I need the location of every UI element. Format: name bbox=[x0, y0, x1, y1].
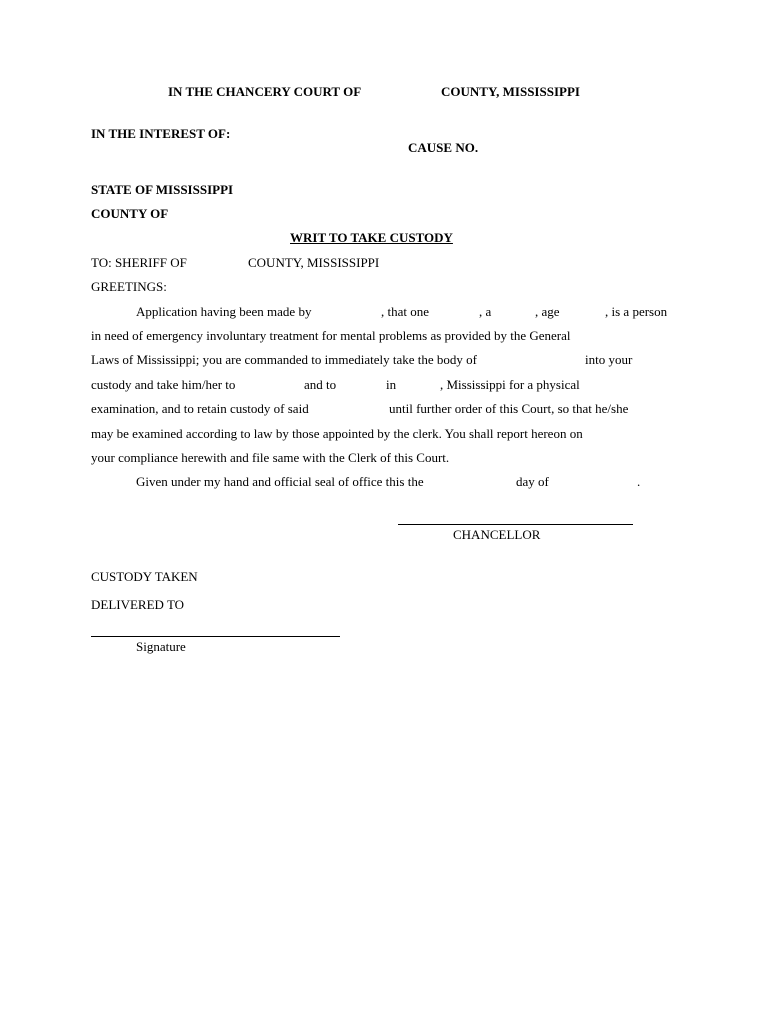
signature-label: Signature bbox=[136, 639, 186, 654]
document-title: WRIT TO TAKE CUSTODY bbox=[290, 230, 453, 245]
body-line1-part3: , a bbox=[479, 304, 492, 319]
body-line1-part2: , that one bbox=[381, 304, 430, 319]
body-line4-part1: custody and take him/her to bbox=[91, 377, 236, 392]
body-line7: your compliance herewith and file same with the Clerk of this Court. bbox=[91, 450, 450, 465]
given-line-period: . bbox=[637, 474, 641, 489]
given-line-part2: day of bbox=[516, 474, 549, 489]
body-line2: in need of emergency involuntary treatment for mental problems as provided by the General bbox=[91, 328, 571, 343]
body-line4-part2: and to bbox=[304, 377, 337, 392]
cause-number-label: CAUSE NO. bbox=[408, 140, 479, 155]
interest-label: IN THE INTEREST OF: bbox=[91, 126, 231, 141]
chancellor-signature-line bbox=[398, 524, 633, 525]
body-line5-part1: examination, and to retain custody of said bbox=[91, 401, 309, 416]
court-heading-prefix: IN THE CHANCERY COURT OF bbox=[168, 84, 362, 99]
sheriff-address-suffix: COUNTY, MISSISSIPPI bbox=[248, 255, 380, 270]
body-line6: may be examined according to law by those appointed by the clerk. You shall report hereon on bbox=[91, 426, 583, 441]
sheriff-address-prefix: TO: SHERIFF OF bbox=[91, 255, 187, 270]
body-line3-part1: Laws of Mississippi; you are commanded to immediately take the body of bbox=[91, 352, 477, 367]
delivered-to-label: DELIVERED TO bbox=[91, 597, 185, 612]
body-line3-part2: into your bbox=[585, 352, 633, 367]
given-line-part1: Given under my hand and official seal of office this the bbox=[136, 474, 424, 489]
body-line5-part2: until further order of this Court, so that he/she bbox=[389, 401, 629, 416]
body-line4-part4: , Mississippi for a physical bbox=[440, 377, 580, 392]
greeting: GREETINGS: bbox=[91, 279, 167, 294]
body-line1-part5: , is a person bbox=[605, 304, 668, 319]
court-heading-suffix: COUNTY, MISSISSIPPI bbox=[441, 84, 580, 99]
body-line4-part3: in bbox=[386, 377, 397, 392]
return-signature-line bbox=[91, 636, 340, 637]
state-label: STATE OF MISSISSIPPI bbox=[91, 182, 234, 197]
county-label: COUNTY OF bbox=[91, 206, 169, 221]
chancellor-label: CHANCELLOR bbox=[453, 527, 541, 542]
custody-taken-label: CUSTODY TAKEN bbox=[91, 569, 198, 584]
body-line1-part4: , age bbox=[535, 304, 560, 319]
body-line1-part1: Application having been made by bbox=[136, 304, 312, 319]
